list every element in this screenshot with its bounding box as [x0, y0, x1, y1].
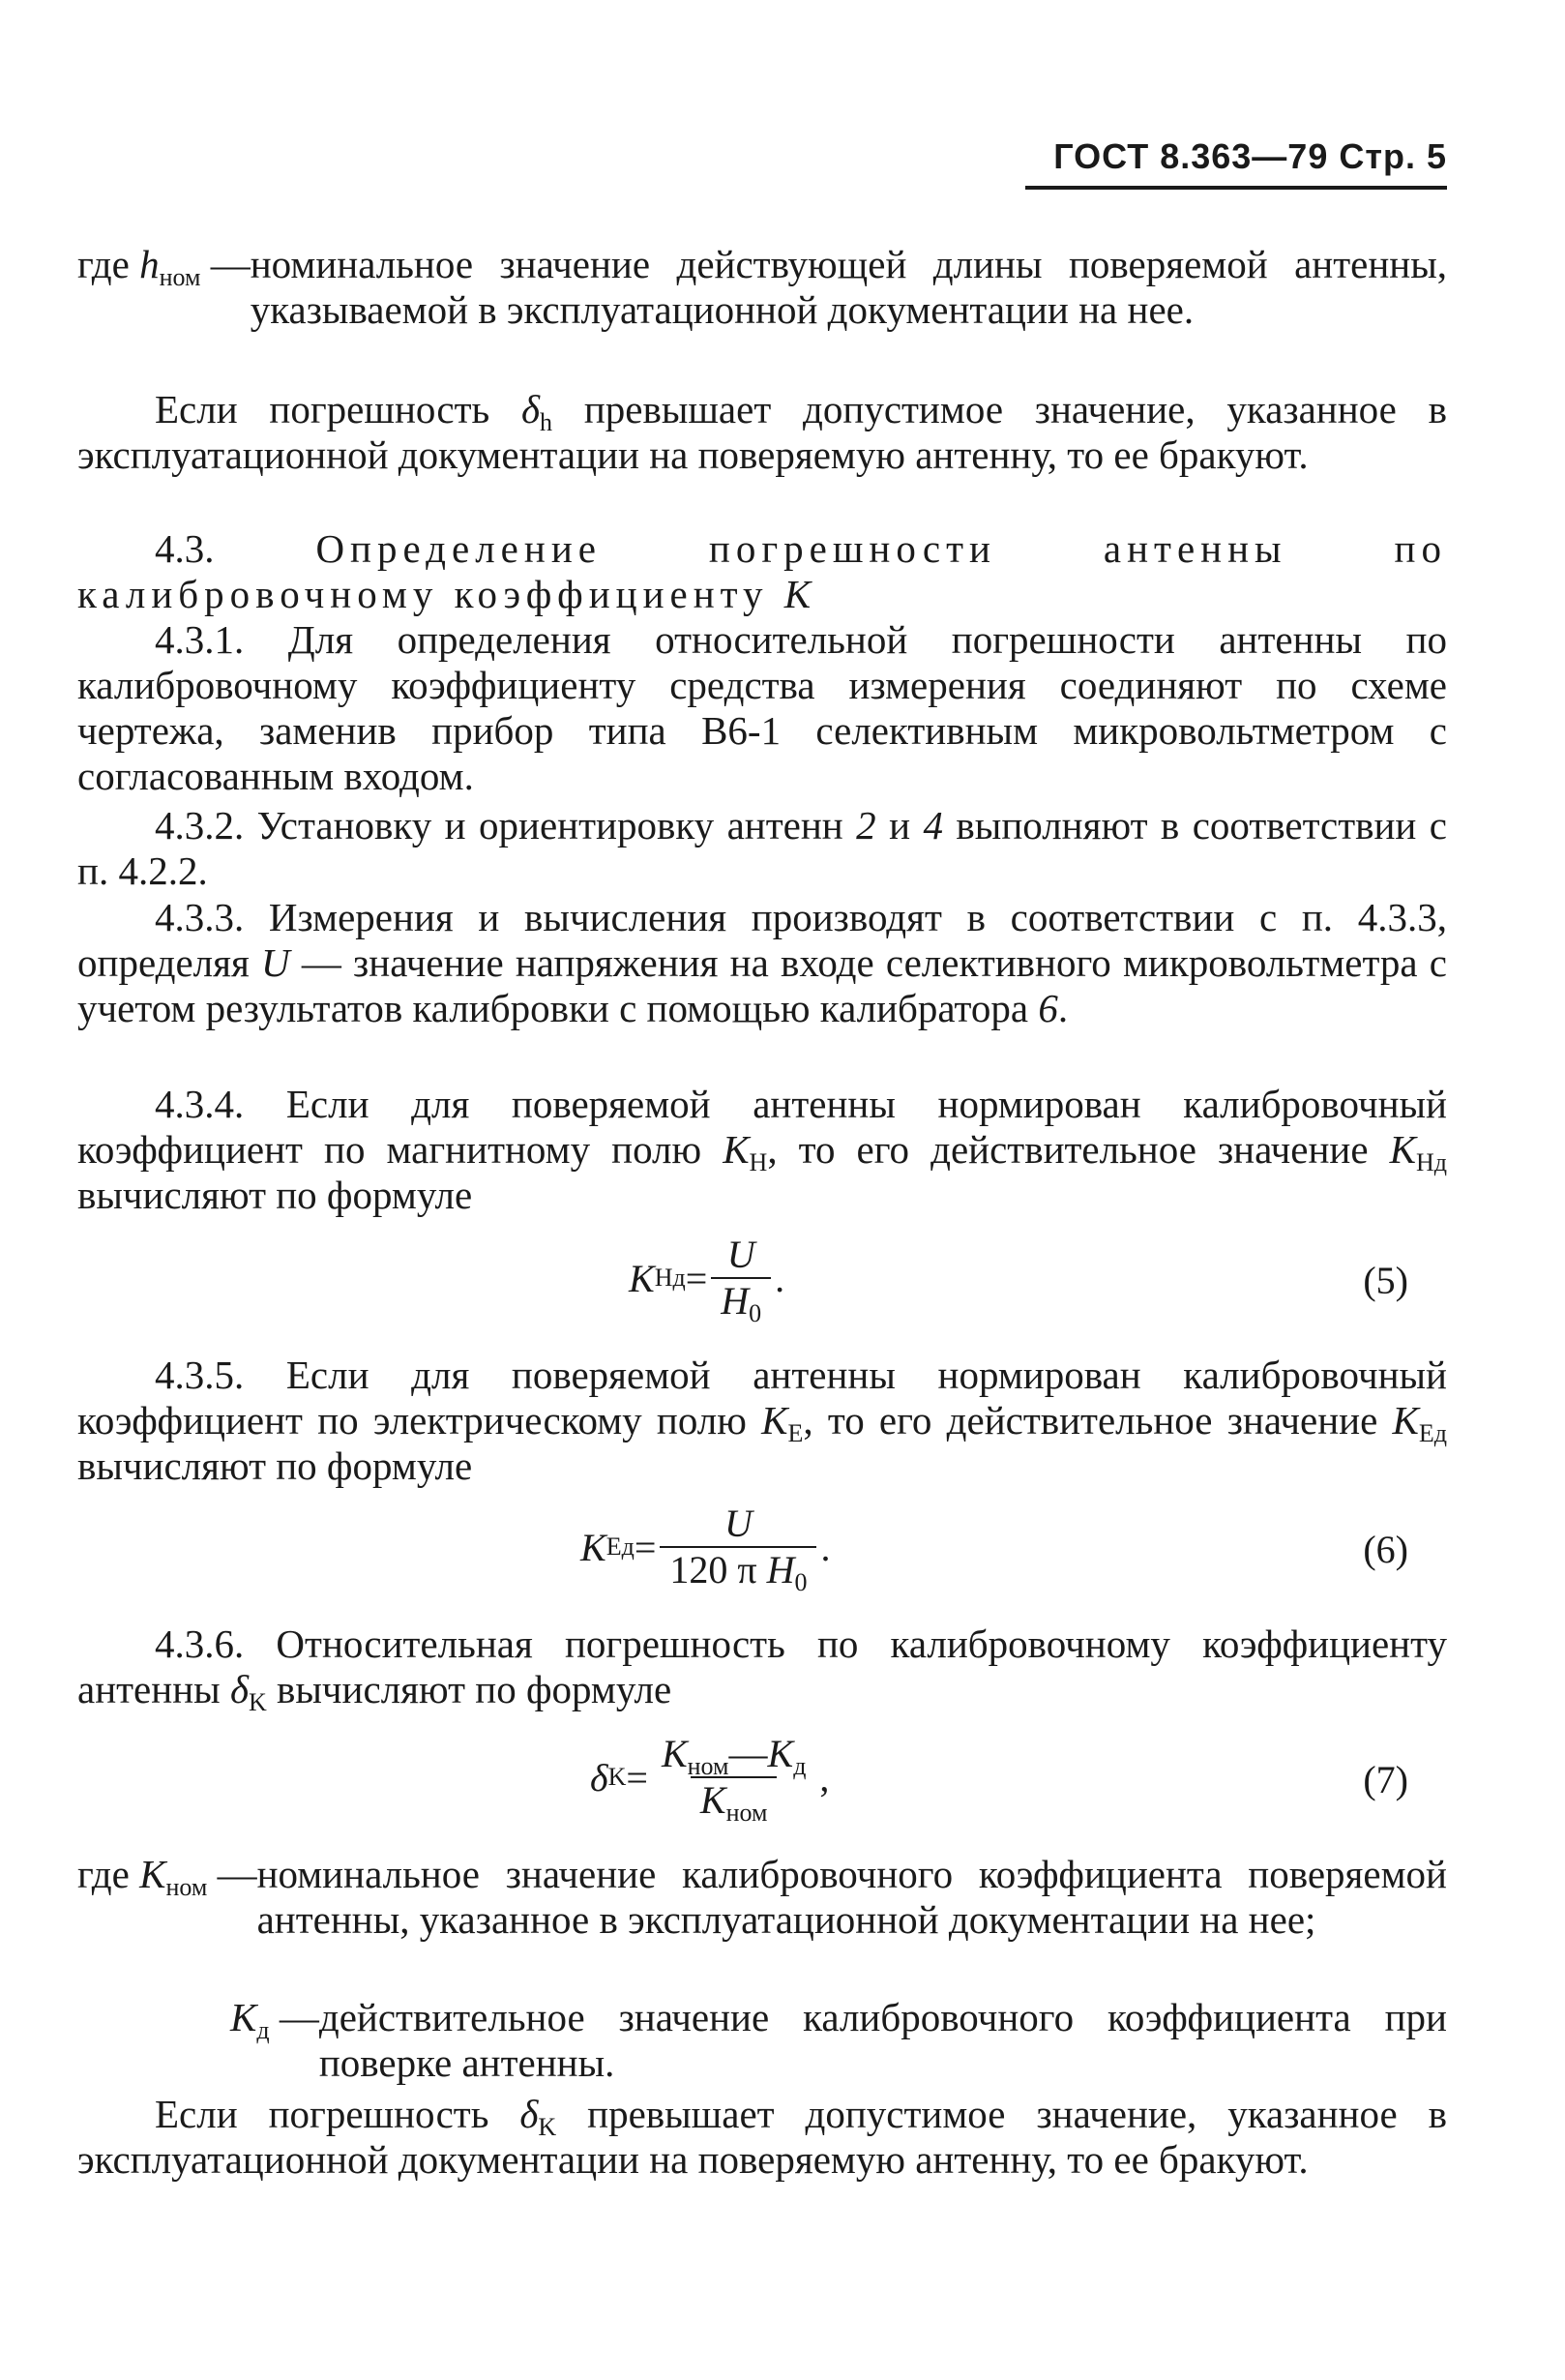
formula-number: (6): [1363, 1528, 1408, 1571]
where-word: где: [77, 1852, 140, 1896]
definition-term: [230, 1995, 319, 2086]
symbol-delta: δ: [519, 2092, 539, 2136]
symbol-h: h: [139, 242, 160, 286]
denominator-sub: ном: [725, 1799, 768, 1827]
definition-h-nom: [77, 242, 1447, 333]
definition-text: действительное значение калибровочного коэффициента при поверке антенны.: [318, 1995, 1447, 2085]
formula-7: [77, 1728, 1447, 1834]
formula-body: K Eд = $\frac{U}{120 \pi H_0}$ .: [580, 1502, 831, 1596]
numerator: [652, 1732, 815, 1780]
numerator-sub: д: [793, 1752, 807, 1780]
text-segment: и: [875, 803, 924, 848]
symbol-delta: δ: [520, 387, 541, 431]
symbol-sub: K: [538, 2113, 557, 2141]
symbol-sub: H: [749, 1148, 768, 1176]
symbol-k: K: [139, 1852, 166, 1896]
section-number: 4.3.: [155, 526, 316, 571]
paragraph-4-3-3: [77, 895, 1447, 1031]
formula-6: [77, 1498, 1447, 1604]
paragraph-4-3-5: [77, 1353, 1447, 1489]
text-segment: , то его действительное значение: [767, 1127, 1390, 1172]
definition-term: [77, 1852, 257, 1943]
formula-tail: ,: [819, 1755, 830, 1800]
formula-tail: .: [820, 1525, 831, 1569]
equals-sign: =: [634, 1525, 657, 1569]
symbol-sub: E: [787, 1419, 804, 1447]
text-segment: вычисляют по формуле: [77, 1443, 473, 1488]
definition-k-d: [230, 1995, 1447, 2086]
where-word: где: [77, 242, 140, 286]
formula-number: (5): [1363, 1259, 1408, 1302]
dash: —: [207, 1852, 257, 1896]
ref-number: 4: [923, 803, 943, 848]
denominator-coefficient: 120 π: [669, 1548, 767, 1592]
text-segment: Если погрешность: [155, 2092, 520, 2136]
fraction: [660, 1502, 816, 1596]
page-header: ГОСТ 8.363—79 Стр. 5: [1053, 136, 1447, 176]
dash: —: [269, 1995, 319, 2039]
text-segment: .: [1057, 986, 1069, 1030]
paragraph-4-3-1: 4.3.1. Для определения относительной погрешности антенны по калибровочному коэффициенту средства измерения соединяют по схеме чертежа, заменив прибор типа В6-1 селективным микровольтметром с согласованным входом.: [77, 617, 1447, 798]
paragraph-4-3-6: [77, 1621, 1447, 1716]
denominator: [691, 1776, 778, 1827]
fraction: [711, 1233, 771, 1327]
text-segment: 4.3.2. Установку и ориентировку антенн: [155, 803, 857, 848]
text-segment: 4.3.5. Если для поверяемой антенны нормирован калибровочный коэффициент по электрическому полю: [77, 1353, 1447, 1443]
definition-text: номинальное значение калибровочного коэффициента поверяемой антенны, указанное в эксплуатационной документации на нее;: [256, 1852, 1447, 1942]
formula-body: K Hд = $\frac{U}{H_0}$ .: [629, 1233, 785, 1327]
text-segment: превышает допустимое значение, указанное в эксплуатационной документации на поверяемую антенну, то ее бракуют.: [77, 2092, 1447, 2182]
paragraph-rejection-k: [77, 2092, 1447, 2183]
fraction: [652, 1732, 815, 1827]
denominator-symbol: H: [721, 1279, 750, 1323]
formula-number: (7): [1363, 1758, 1408, 1801]
paragraph-4-3-4: [77, 1082, 1447, 1218]
definition-text: номинальное значение действующей длины поверяемой антенны, указываемой в эксплуатационной документации на нее.: [250, 242, 1447, 332]
symbol-sub: ном: [159, 263, 201, 291]
numerator-sub: ном: [687, 1752, 729, 1780]
equals-sign: =: [626, 1755, 648, 1800]
denominator-symbol: H: [766, 1548, 795, 1592]
formula-tail: .: [775, 1256, 785, 1300]
symbol-k: K: [1389, 1127, 1416, 1172]
numerator-symbol: K: [767, 1732, 794, 1775]
text-segment: 4.3.4. Если для поверяемой антенны нормирован калибровочный коэффициент по магнитному полю: [77, 1082, 1447, 1172]
denominator: [711, 1277, 771, 1327]
formula-lhs: K: [629, 1256, 655, 1300]
symbol-k: K: [230, 1995, 257, 2039]
symbol-sub: Hд: [1415, 1148, 1447, 1176]
symbol-sub: K: [249, 1688, 267, 1716]
section-4-3-heading: [77, 526, 1447, 617]
denominator-sub: 0: [749, 1299, 762, 1327]
text-segment: вычисляют по формуле: [266, 1667, 672, 1711]
equals-sign: =: [685, 1256, 708, 1300]
formula-lhs: K: [580, 1525, 606, 1569]
paragraph-rejection-h: [77, 387, 1447, 478]
symbol-u: U: [261, 940, 290, 985]
dash: —: [200, 242, 251, 286]
formula-5: [77, 1229, 1447, 1335]
symbol-k: K: [783, 572, 812, 616]
formula-lhs: δ: [590, 1755, 608, 1800]
header-rule: [1025, 186, 1447, 190]
paragraph-4-3-2: [77, 803, 1447, 894]
ref-number: 2: [856, 803, 876, 848]
symbol-sub: д: [256, 2016, 270, 2044]
numerator: U: [723, 1502, 753, 1545]
symbol-k: K: [1392, 1398, 1419, 1443]
text-segment: вычисляют по формуле: [77, 1173, 473, 1217]
symbol-sub: h: [540, 408, 553, 436]
symbol-delta: δ: [229, 1667, 249, 1711]
text-segment: 4.3.6. Относительная погрешность по калибровочному коэффициенту антенны: [77, 1621, 1447, 1711]
section-title: Определение погрешности антенны по калибровочному коэффициенту: [77, 526, 1447, 616]
numerator: U: [726, 1233, 755, 1276]
definition-k-nom: [77, 1852, 1447, 1943]
denominator: [660, 1546, 816, 1596]
text-segment: 4.3.3. Измерения и вычисления производят в соответствии с п. 4.3.3, определяя: [77, 895, 1447, 985]
symbol-sub: ном: [165, 1873, 208, 1901]
text-segment: превышает допустимое значение, указанное в эксплуатационной документации на поверяемую антенну, то ее бракуют.: [77, 387, 1447, 477]
denominator-sub: 0: [794, 1568, 808, 1596]
denominator-symbol: K: [699, 1778, 726, 1822]
formula-body: δ K = $\frac{K_{ном}—K_д}{K_{ном}}$ ,: [590, 1732, 830, 1827]
minus-dash: —: [728, 1732, 768, 1775]
ref-number: 6: [1038, 986, 1058, 1030]
text-segment: , то его действительное значение: [803, 1398, 1393, 1443]
definition-term: [77, 242, 251, 333]
text-segment: выполняют в соответствии с п. 4.2.2.: [77, 803, 1447, 893]
text-segment: Если погрешность: [155, 387, 521, 431]
numerator-symbol: K: [661, 1732, 688, 1775]
symbol-k: K: [761, 1398, 788, 1443]
symbol-k: K: [723, 1127, 750, 1172]
text-segment: — значение напряжения на входе селективного микровольтметра с учетом результатов калибровки с помощью калибратора: [77, 940, 1447, 1030]
symbol-sub: Eд: [1418, 1419, 1447, 1447]
